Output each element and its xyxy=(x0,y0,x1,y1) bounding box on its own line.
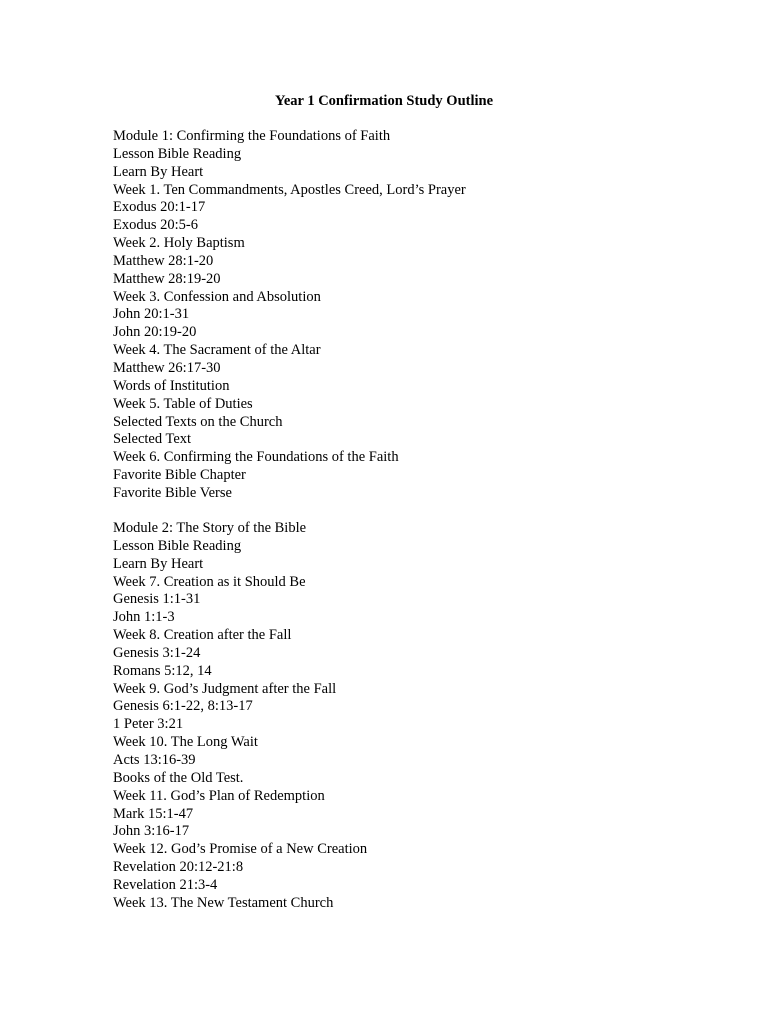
memory-verse: Romans 5:12, 14 xyxy=(113,662,212,679)
bible-reading: Revelation 20:12-21:8 xyxy=(113,859,244,876)
column-header-lesson-reading: Lesson Bible Reading xyxy=(113,145,242,162)
memory-verse: Words of Institution xyxy=(113,377,230,394)
week-heading: Week 9. God’s Judgment after the Fall xyxy=(113,680,337,697)
column-header-lesson-reading: Lesson Bible Reading xyxy=(113,537,242,554)
bible-reading: Mark 15:1-47 xyxy=(113,805,194,822)
bible-reading: Acts 13:16-39 xyxy=(113,751,196,768)
bible-reading: Favorite Bible Chapter xyxy=(113,467,246,484)
week-heading: Week 12. God’s Promise of a New Creation xyxy=(113,841,368,858)
week-heading: Week 4. The Sacrament of the Altar xyxy=(113,342,321,359)
memory-verse: John 1:1-3 xyxy=(113,609,175,626)
bible-reading: Matthew 26:17-30 xyxy=(113,359,221,376)
bible-reading: Genesis 6:1-22, 8:13-17 xyxy=(113,698,253,715)
week-heading: Week 6. Confirming the Foundations of the Faith xyxy=(113,449,399,466)
week-heading: Week 5. Table of Duties xyxy=(113,395,253,412)
week-heading: Week 8. Creation after the Fall xyxy=(113,627,292,644)
week-heading: Week 11. God’s Plan of Redemption xyxy=(113,787,325,804)
week-heading: Week 7. Creation as it Should Be xyxy=(113,573,306,590)
week-heading: Week 10. The Long Wait xyxy=(113,734,258,751)
week-heading: Week 3. Confession and Absolution xyxy=(113,288,321,305)
memory-verse: Books of the Old Test. xyxy=(113,769,244,786)
document-title: Year 1 Confirmation Study Outline xyxy=(274,93,494,109)
memory-verse: John 3:16-17 xyxy=(113,823,190,840)
bible-reading: John 20:1-31 xyxy=(113,306,190,323)
memory-verse: Exodus 20:5-6 xyxy=(113,217,198,234)
week-heading: Week 13. The New Testament Church xyxy=(113,894,334,911)
memory-verse: Revelation 21:3-4 xyxy=(113,876,218,893)
module-1-heading: Module 1: Confirming the Foundations of Faith xyxy=(113,128,391,144)
bible-reading: Genesis 1:1-31 xyxy=(113,591,201,608)
week-heading: Week 1. Ten Commandments, Apostles Creed, Lord’s Prayer xyxy=(113,181,466,198)
module-2-section xyxy=(113,520,713,913)
column-header-learn-by-heart: Learn By Heart xyxy=(113,555,204,572)
week-heading: Week 2. Holy Baptism xyxy=(113,235,245,252)
module-1-section xyxy=(113,128,713,503)
bible-reading: Genesis 3:1-24 xyxy=(113,644,201,661)
memory-verse: John 20:19-20 xyxy=(113,324,197,341)
column-header-learn-by-heart: Learn By Heart xyxy=(113,163,204,180)
bible-reading: Selected Texts on the Church xyxy=(113,413,283,430)
memory-verse: 1 Peter 3:21 xyxy=(113,716,184,733)
memory-verse: Selected Text xyxy=(113,431,192,448)
memory-verse: Favorite Bible Verse xyxy=(113,484,232,501)
memory-verse: Matthew 28:19-20 xyxy=(113,270,221,287)
module-2-heading: Module 2: The Story of the Bible xyxy=(113,520,307,536)
bible-reading: Exodus 20:1-17 xyxy=(113,199,206,216)
bible-reading: Matthew 28:1-20 xyxy=(113,252,214,269)
